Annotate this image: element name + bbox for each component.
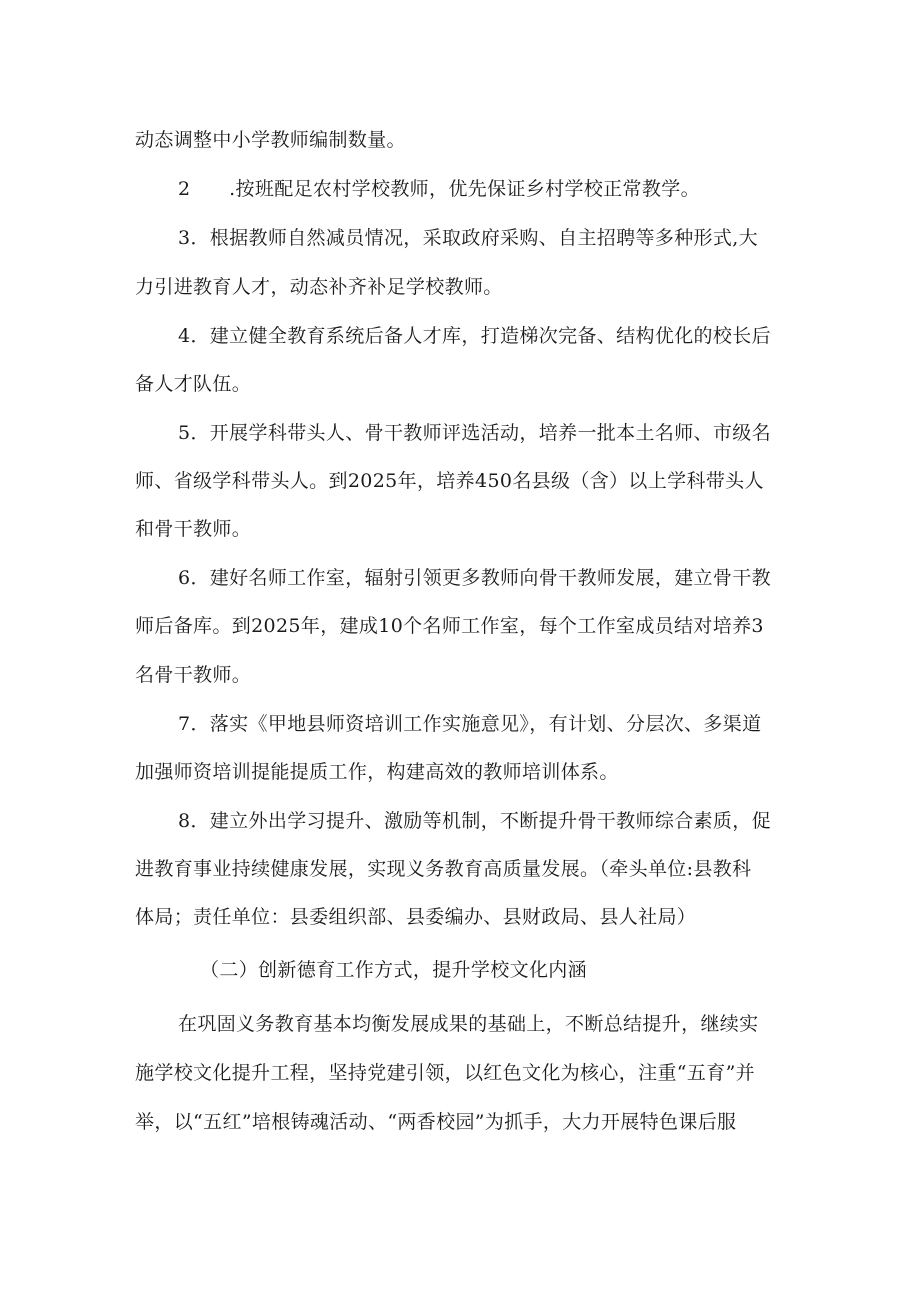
list-item-5: 5．开展学科带头人、骨干教师评选活动，培养一批本土名师、市级名 xyxy=(178,422,771,444)
text-line: 和骨干教师。 xyxy=(135,518,252,540)
section-heading: （二）创新德育工作方式，提升学校文化内涵 xyxy=(200,959,588,981)
text-line: 加强师资培训提能提质工作，构建高效的教师培训体系。 xyxy=(135,761,619,783)
list-item-6: 6．建好名师工作室，辐射引领更多教师向骨干教师发展，建立骨干教 xyxy=(178,567,771,589)
text-line: 名骨干教师。 xyxy=(135,664,252,686)
text-line: 师、省级学科带头人。到2025年，培养450名县级（含）以上学科带头人 xyxy=(135,470,764,492)
list-item-3: 3．根据教师自然减员情况，采取政府采购、自主招聘等多种形式,大 xyxy=(178,227,758,249)
paragraph-start: 在巩固义务教育基本均衡发展成果的基础上，不断总结提升，继续实 xyxy=(178,1013,759,1035)
list-item-8: 8．建立外出学习提升、激励等机制，不断提升骨干教师综合素质，促 xyxy=(178,810,771,832)
text-line: 备人才队伍。 xyxy=(135,373,252,395)
text-line: 施学校文化提升工程，坚持党建引领，以红色文化为核心，注重“五育”并 xyxy=(135,1062,755,1084)
text-line: 进教育事业持续健康发展，实现义务教育高质量发展。（牵头单位:县教科 xyxy=(135,858,752,880)
list-item-4: 4．建立健全教育系统后备人才库，打造梯次完备、结构优化的校长后 xyxy=(178,325,771,347)
list-item-2: 2 .按班配足农村学校教师，优先保证乡村学校正常教学。 xyxy=(178,178,700,200)
text-line: 举，以“五红”培根铸魂活动、“两香校园”为抓手，大力开展特色课后服 xyxy=(135,1111,737,1133)
list-item-7: 7．落实《甲地县师资培训工作实施意见》，有计划、分层次、多渠道 xyxy=(178,713,762,735)
text-line: 力引进教育人才，动态补齐补足学校教师。 xyxy=(135,276,503,298)
text-line: 动态调整中小学教师编制数量。 xyxy=(135,129,406,151)
text-line: 体局；责任单位：县委组织部、县委编办、县财政局、县人社局） xyxy=(135,906,697,928)
text-line: 师后备库。到2025年，建成10个名师工作室，每个工作室成员结对培养3 xyxy=(135,615,764,637)
